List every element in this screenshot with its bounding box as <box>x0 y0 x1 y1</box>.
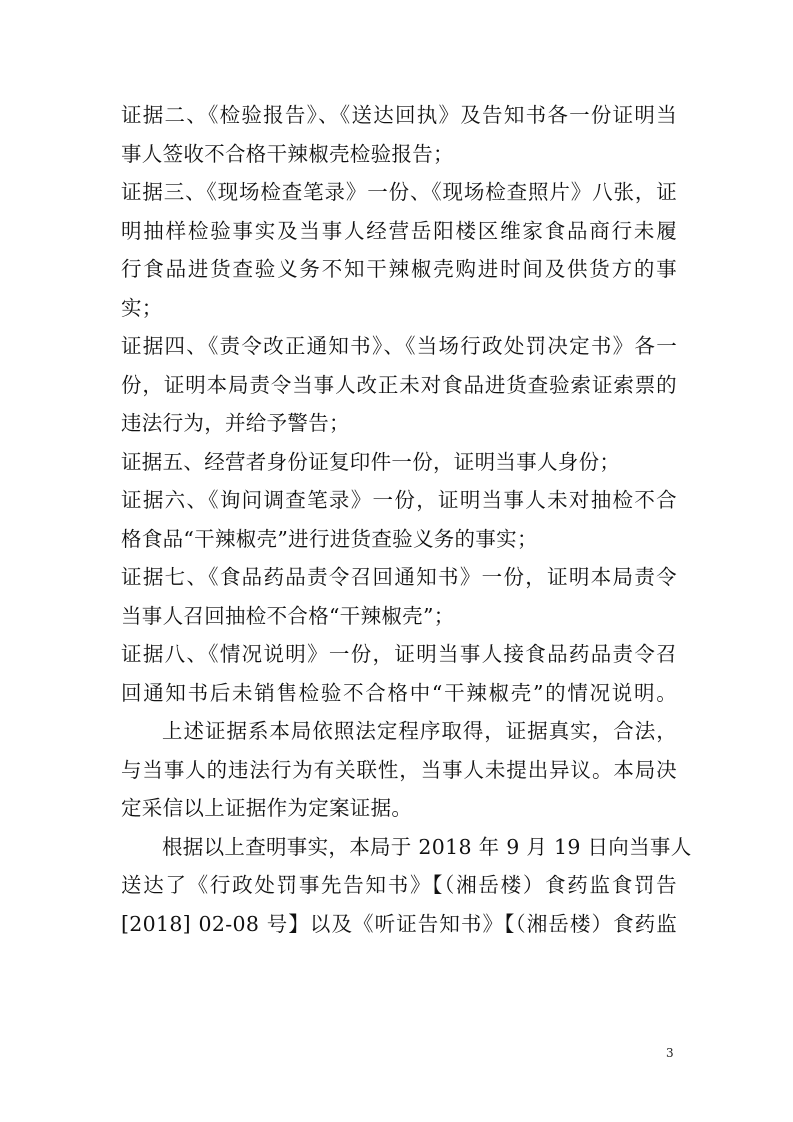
text-line: 证据七、《食品药品责令召回通知书》一份，证明本局责令 <box>121 565 677 589</box>
text-line: 违法行为，并给予警告； <box>121 411 350 435</box>
text-line: 明抽样检验事实及当事人经营岳阳楼区维家食品商行未履 <box>121 218 677 243</box>
text-line: 证据八、《情况说明》一份，证明当事人接食品药品责令召 <box>121 642 677 666</box>
text-line: 证据三、《现场检查笔录》一份、《现场检查照片》八张，证 <box>121 180 677 204</box>
document-body <box>121 96 692 943</box>
text-line: 上述证据系本局依照法定程序取得，证据真实，合法， <box>162 719 677 743</box>
text-line: [2018] 02-08 号】以及《听证告知书》【（湘岳楼）食药监 <box>121 911 677 936</box>
page-number: 3 <box>666 1046 674 1060</box>
text-line: 根据以上查明事实，本局于 2018 年 9 月 19 日向当事人 <box>162 834 692 859</box>
text-line: 证据五、经营者身份证复印件一份，证明当事人身份； <box>121 449 621 474</box>
text-line: 证据四、《责令改正通知书》、《当场行政处罚决定书》各一 <box>121 334 677 358</box>
text-line: 份，证明本局责令当事人改正未对食品进货查验索证索票的 <box>121 372 677 397</box>
text-line: 回通知书后未销售检验不合格中“干辣椒壳”的情况说明。 <box>121 680 677 705</box>
text-line: 事人签收不合格干辣椒壳检验报告； <box>121 141 454 166</box>
text-line: 定采信以上证据作为定案证据。 <box>121 796 413 820</box>
text-line: 当事人召回抽检不合格“干辣椒壳”； <box>121 603 455 628</box>
text-line: 实； <box>121 295 163 320</box>
text-line: 行食品进货查验义务不知干辣椒壳购进时间及供货方的事 <box>121 257 677 281</box>
text-line: 送达了《行政处罚事先告知书》【（湘岳楼）食药监食罚告 <box>121 873 677 897</box>
text-line: 格食品“干辣椒壳”进行进货查验义务的事实； <box>121 526 538 551</box>
text-line: 证据六、《询问调查笔录》一份，证明当事人未对抽检不合 <box>121 488 677 512</box>
text-line: 证据二、《检验报告》、《送达回执》及告知书各一份证明当 <box>121 103 677 127</box>
text-line: 与当事人的违法行为有关联性，当事人未提出异议。本局决 <box>121 757 677 782</box>
